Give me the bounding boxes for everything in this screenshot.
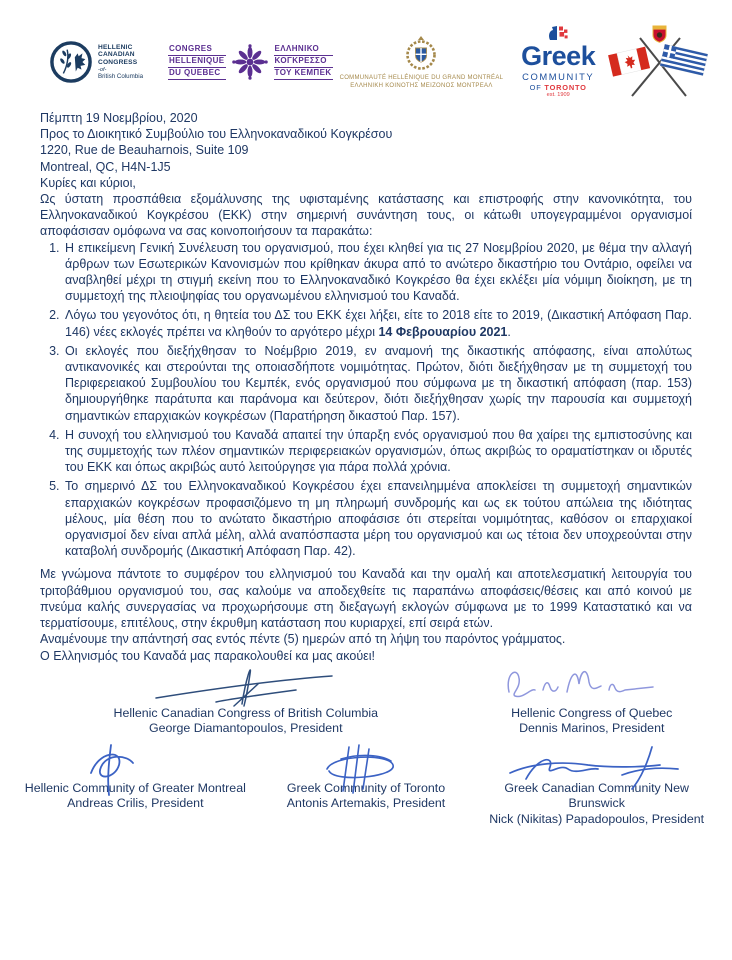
list-item-text: . xyxy=(507,324,511,339)
signature-block-montreal xyxy=(20,741,251,828)
quebec-french-wordmark xyxy=(168,44,226,80)
bc-congress-emblem-icon xyxy=(50,40,92,84)
letter-body xyxy=(40,110,692,664)
crossed-flags-icon xyxy=(606,24,712,100)
montreal-wreath-emblem-icon xyxy=(404,34,438,74)
signature-org: Greek Community of Toronto xyxy=(286,780,446,795)
list-item xyxy=(63,427,692,476)
quebec-gr-word: ΚΟΓΚΡΕΣΣΟ xyxy=(274,56,333,68)
quebec-snowflake-icon xyxy=(231,43,269,81)
list-item xyxy=(63,478,692,559)
quebec-greek-wordmark xyxy=(274,44,333,80)
signature-org: Hellenic Congress of Quebec xyxy=(511,705,673,720)
toronto-maple-leaf-icon xyxy=(547,25,569,42)
signature-row-1 xyxy=(20,664,712,737)
list-item-text: Το σημερινό ΔΣ του Ελληνοκαναδικού Κογκρέσου έχει επανειλημμένα αποκλείσει τη συμμετοχή σημαντικών επαρχιακών κογκρέσων προφασιζόμενο τη μη πληρωμή συνδρομής και ως εκ τούτου απώλεια της ιδιότητας μέλους, μία θέση που το ανώτατο δικαστήριο αποφάσισε ότι στερείται νομιμότητας, καθόσον οι επαρχιακοί οργανισμοί δεν είναι απλά μέλη, αλλά αναπόσπαστα μέρη του οργανισμού και ως τέτοια δεν υποχρεούνται στην καταβολή συνδρομής (Δικαστική Απόφαση Παρ. 42). xyxy=(65,479,692,559)
signature-section xyxy=(20,664,712,828)
signature-name: George Diamantopoulos, President xyxy=(148,721,343,736)
recipient-line: Προς το Διοικητικό Συμβούλιο του Ελληνοκαναδικού Κογκρέσου xyxy=(40,127,393,142)
signature-block-toronto xyxy=(251,741,482,828)
resolution-list xyxy=(40,240,692,560)
recipient-line: Montreal, QC, H4N-1J5 xyxy=(40,159,171,174)
bc-congress-wordmark xyxy=(98,44,168,80)
toronto-of-toronto-line xyxy=(530,84,587,91)
montreal-greek-line: ΕΛΛΗΝΙΚΗ ΚΟΙΝΟΤΗΣ ΜΕΙΖΟΝΟΣ ΜΟΝΤΡΕΑΛ xyxy=(350,83,493,89)
signature-block-quebec xyxy=(472,664,713,737)
letter-date: Πέμπτη 19 Νοεμβρίου, 2020 xyxy=(40,111,198,125)
quebec-fr-word: HELLENIQUE xyxy=(168,56,226,68)
salutation: Κυρίες και κύριοι, xyxy=(40,175,136,190)
signature-org: Hellenic Community of Greater Montreal xyxy=(24,780,246,795)
logo-greek-community-toronto xyxy=(510,25,606,98)
list-item xyxy=(63,343,692,424)
quebec-gr-word: ΤΟΥ ΚΕΜΠΕΚ xyxy=(274,68,333,80)
signature-block-new-brunswick xyxy=(481,741,712,828)
closing-exclamation: Ο Ελληνισμός του Καναδά μας παρακολουθεί κα μας ακούει! xyxy=(40,648,375,663)
list-item xyxy=(63,240,692,305)
signature-org: Greek Canadian Community New Brunswick xyxy=(504,780,689,811)
list-item-text: Η επικείμενη Γενική Συνέλευση του οργανισμού, που έχει κληθεί για τις 27 Νοεμβρίου 2020, με θέμα την αλλαγή άρθρων των Εσωτερικών Κανονισμών που κρίθηκαν άκυρα από το ανώτερο δικαστήριο του Οντάριο, οφείλει να αναβληθεί μέχρι τη στιγμή εκείνη που το Ελληνοκαναδικό Κογκρέσο θα έχει εκλέξει μία νόμιμη διοίκηση, με τη συμμετοχή της πλειοψηφίας του οργανωμένου ελληνισμού του Καναδά. xyxy=(65,240,692,304)
toronto-of-word: OF xyxy=(529,82,542,92)
quebec-gr-word: ΕΛΛΗΝΙΚΟ xyxy=(274,44,333,56)
bc-line3: -of- xyxy=(97,66,107,73)
logo-hellenic-canadian-congress-bc xyxy=(50,40,168,84)
montreal-french-line: COMMUNAUTÉ HELLÉNIQUE DU GRAND MONTRÉAL xyxy=(339,74,504,81)
list-item-text: Οι εκλογές που διεξήχθησαν το Νοέμβριο 2019, εν αναμονή της δικαστικής απόφασης, είναι απολύτως αντικανονικές και στερούνται της οποιασδήποτε νομιμότητας. Πρώτον, διότι διεξήχθησαν με τη συμμετοχή του Περιφερειακού Συμβουλίου του Κεμπέκ, ενός οργανισμού που σύμφωνα με τη δικαστική απόφαση (παρ. 153) δημιουργήθηκε παράτυπα και παράνομα και δεύτερον, διότι διεξήχθησαν χωρίς την παρουσία και συμμετοχή σημαντικών επαρχιακών κογκρέσων (Παρατήρηση δικαστού Παρ. 157). xyxy=(65,343,692,423)
signature-org: Hellenic Canadian Congress of British Columbia xyxy=(113,705,378,720)
organization-logos-header xyxy=(50,24,712,100)
toronto-greek-word: Greek xyxy=(521,41,596,72)
quebec-fr-word: CONGRES xyxy=(168,44,226,56)
list-item xyxy=(63,307,692,339)
signature-name: Andreas Crilis, President xyxy=(67,796,204,811)
signature-name: Dennis Marinos, President xyxy=(519,721,665,736)
bc-line4: British Columbia xyxy=(97,73,144,81)
toronto-community-word: COMMUNITY xyxy=(522,71,595,83)
signature-name: Antonis Artemakis, President xyxy=(286,796,446,811)
logo-congres-hellenique-quebec xyxy=(168,43,333,81)
toronto-est-line: est. 1909 xyxy=(546,92,570,99)
quebec-fr-word: DU QUEBEC xyxy=(168,68,226,80)
deadline-bold-text: 14 Φεβρουαρίου 2021 xyxy=(378,324,508,339)
signature-name: Nick (Nikitas) Papadopoulos, President xyxy=(489,812,705,827)
signature-row-2 xyxy=(20,741,712,828)
toronto-city-word: TORONTO xyxy=(544,82,587,92)
logo-communaute-hellenique-montreal xyxy=(333,34,511,91)
list-item-text: Λόγω του γεγονότος ότι, η θητεία του ΔΣ του ΕΚΚ έχει λήξει, είτε το 2018 είτε το 2019, (Δικαστική Απόφαση Παρ. 146) νέες εκλογές πρέπει να κληθούν το αργότερο μέχρι xyxy=(65,308,692,339)
signature-block-bc xyxy=(75,664,417,737)
recipient-address xyxy=(40,126,692,175)
bc-line1: HELLENIC CANADIAN xyxy=(97,43,135,59)
intro-paragraph: Ως ύστατη προσπάθεια εξομάλυνσης της υφισταμένης κατάστασης και επιστροφής στην κανονικότητα, του Ελληνοκαναδικού Κογκρέσου (ΕΚΚ) στην σημερινή συνάντηση τους, οι κάτωθι υπογεγραμμένοι οργανισμοί αποφάσισαν ομόφωνα να σας κοινοποιήσουν τα παρακάτω: xyxy=(40,192,692,239)
list-item-text: Η συνοχή του ελληνισμού του Καναδά απαιτεί την ύπαρξη ενός οργανισμού που θα χαίρει της εμπιστοσύνης και της συμμετοχής των πλέον σημαντικών περιφερειακών οργανισμών, όπως ακριβώς το οραματίστηκαν οι ιδρυτές του ΕΚΚ και όπως ακριβώς αυτό λειτούργησε για πάρα πολλά χρόνια. xyxy=(65,427,692,475)
recipient-line: 1220, Rue de Beauharnois, Suite 109 xyxy=(40,143,249,158)
bc-line2: CONGRESS xyxy=(97,59,138,67)
logo-crossed-canada-greece-flags xyxy=(606,24,712,100)
reply-deadline-paragraph: Αναμένουμε την απάντησή σας εντός πέντε (5) ημερών από τη λήψη του παρόντος γράμματος. xyxy=(40,632,566,647)
closing-paragraph: Με γνώμονα πάντοτε το συμφέρον του ελληνισμού του Καναδά και την ομαλή και αποτελεσματική λειτουργία του τριτοβάθμιου οργανισμού του, σας καλούμε να αποδεχθείτε τις παραπάνω αποφάσεις/θέσεις και από κοινού με πνεύμα καλής συνεργασίας να προχωρήσουμε στη διεξαγωγή εκλογών σύμφωνα με το 1999 Καταστατικό και να τερματίσουμε, επιτέλους, στην έκρυθμη κατάσταση που κυριαρχεί, επί σειρά ετών. xyxy=(40,567,692,631)
